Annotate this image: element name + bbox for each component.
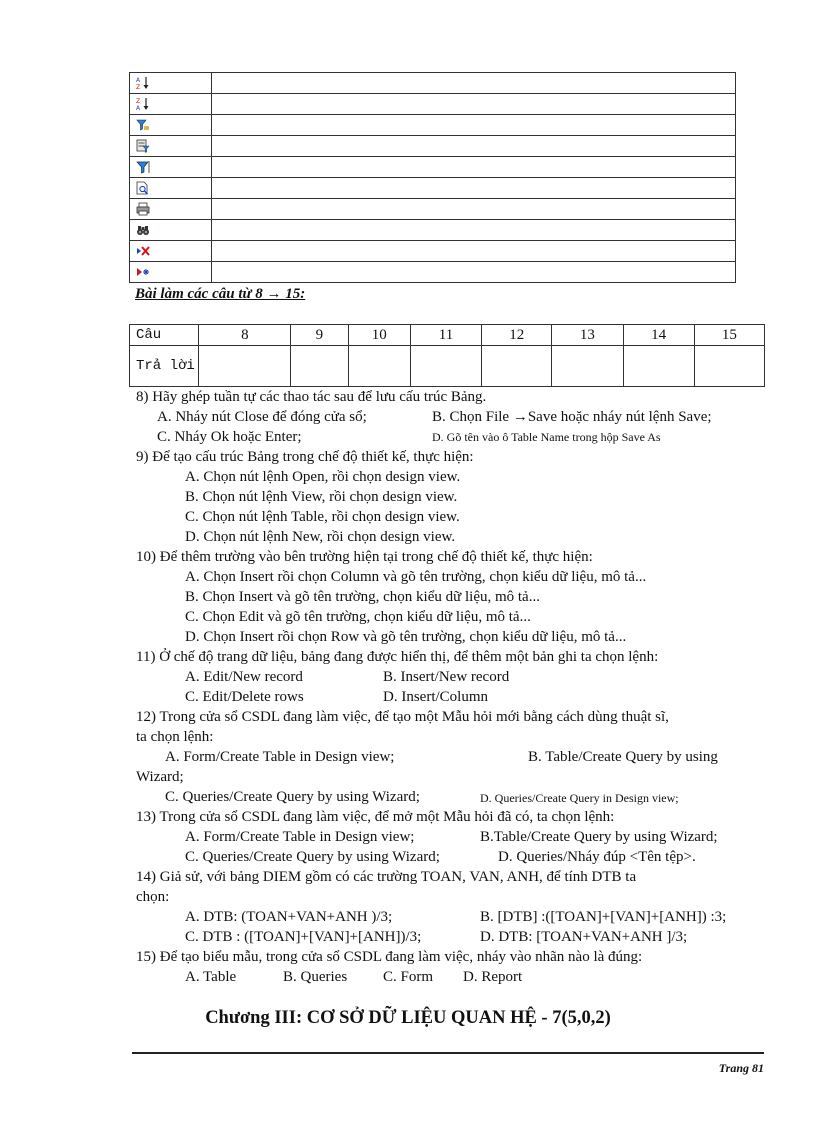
answer-cell[interactable] (694, 346, 764, 387)
print-preview-icon (136, 180, 150, 196)
filter-by-form-icon (136, 138, 150, 154)
question-15-option-a: A. Table (185, 969, 237, 985)
question-11-option-a: A. Edit/New record (185, 669, 303, 685)
icon-cell (130, 94, 212, 115)
icon-table-row (130, 241, 736, 262)
find-icon (136, 222, 150, 238)
question-12-option-c: C. Queries/Create Query by using Wizard; (165, 789, 420, 805)
question-12-option-b: B. Table/Create Query by using (528, 749, 718, 765)
icon-table-row (130, 220, 736, 241)
sort-ascending-icon (136, 75, 150, 91)
question-13-option-a: A. Form/Create Table in Design view; (185, 829, 415, 845)
icon-table-row (130, 262, 736, 283)
question-14-option-d: D. DTB: [TOAN+VAN+ANH ]/3; (480, 929, 688, 945)
question-8-option-d-text: D. Gõ tên vào ô Table Name trong hộp Save As (432, 430, 661, 444)
answer-cell[interactable] (552, 346, 623, 387)
icon-cell (130, 199, 212, 220)
question-10-option-d: D. Chọn Insert rồi chọn Row và gõ tên trường, chọn kiểu dữ liệu, mô tả... (185, 629, 627, 645)
icon-table-row (130, 157, 736, 178)
question-9-stem: 9) Để tạo cấu trúc Bảng trong chế độ thiết kế, thực hiện: (136, 449, 474, 465)
question-12-option-d (480, 788, 679, 808)
answer-column-header: 8 (199, 325, 291, 346)
icon-description-cell (212, 199, 736, 220)
icon-description-cell (212, 157, 736, 178)
svg-text:A: A (136, 105, 141, 112)
answer-column-header: 9 (291, 325, 348, 346)
icon-description-cell (212, 262, 736, 283)
question-11-stem: 11) Ở chế độ trang dữ liệu, bảng đang được hiển thị, để thêm một bản ghi ta chọn lệnh: (136, 649, 659, 665)
sort-descending-icon (136, 96, 150, 112)
question-10-option-c: C. Chọn Edit và gõ tên trường, chọn kiểu dữ liệu, mô tả... (185, 609, 531, 625)
question-15-stem: 15) Để tạo biểu mẫu, trong cửa sổ CSDL đang làm việc, nháy vào nhãn nào là đúng: (136, 949, 643, 965)
question-15-option-b: B. Queries (283, 969, 348, 985)
question-11-option-d: D. Insert/Column (383, 689, 488, 705)
icon-cell (130, 157, 212, 178)
question-12-stem-line-1: 12) Trong cửa sổ CSDL đang làm việc, để tạo một Mẫu hỏi mới bằng cách dùng thuật sĩ, (136, 709, 669, 725)
question-10-option-a: A. Chọn Insert rồi chọn Column và gõ tên trường, chọn kiểu dữ liệu, mô tả... (185, 569, 647, 585)
answer-column-header: 14 (623, 325, 694, 346)
answer-column-header: 15 (694, 325, 764, 346)
question-10-stem: 10) Để thêm trường vào bên trường hiện tại trong chế độ thiết kế, thực hiện: (136, 549, 593, 565)
question-15-option-d: D. Report (463, 969, 523, 985)
answer-column-header: 13 (552, 325, 623, 346)
icon-description-cell (212, 136, 736, 157)
question-8-stem: 8) Hãy ghép tuần tự các thao tác sau để lưu cấu trúc Bảng. (136, 389, 487, 405)
question-12-option-d-text: D. Queries/Create Query in Design view; (480, 791, 679, 805)
icon-cell (130, 241, 212, 262)
question-12-option-a: A. Form/Create Table in Design view; (165, 749, 395, 765)
question-14-stem-line-2: chọn: (136, 889, 170, 905)
question-8-option-c: C. Nháy Ok hoặc Enter; (157, 429, 302, 445)
question-13-option-b: B.Table/Create Query by using Wizard; (480, 829, 718, 845)
question-9-option-d: D. Chọn nút lệnh New, rồi chọn design view. (185, 529, 456, 545)
toolbar-icon-table (129, 72, 736, 283)
question-13-stem: 13) Trong cửa sổ CSDL đang làm việc, để mở một Mẫu hỏi đã có, ta chọn lệnh: (136, 809, 615, 825)
svg-text:Z: Z (136, 98, 141, 106)
print-icon (136, 201, 150, 217)
answer-cell[interactable] (410, 346, 481, 387)
icon-description-cell (212, 94, 736, 115)
icon-table-row (130, 178, 736, 199)
question-9-option-c: C. Chọn nút lệnh Table, rồi chọn design view. (185, 509, 460, 525)
question-11-option-b: B. Insert/New record (383, 669, 510, 685)
question-15-option-c: C. Form (383, 969, 434, 985)
answer-header-label: Câu (130, 325, 199, 346)
icon-cell (130, 220, 212, 241)
icon-cell (130, 115, 212, 136)
answer-row-label: Trả lời (130, 346, 199, 387)
question-8-option-a: A. Nháy nút Close để đóng cửa sổ; (157, 409, 367, 425)
delete-record-icon (136, 243, 150, 259)
question-11-option-c: C. Edit/Delete rows (185, 689, 304, 705)
icon-cell (130, 178, 212, 199)
answer-column-header: 10 (348, 325, 410, 346)
question-12-option-b-cont: Wizard; (136, 769, 184, 785)
icon-cell (130, 262, 212, 283)
answer-value-row (130, 346, 765, 387)
icon-description-cell (212, 220, 736, 241)
page-number: Trang 81 (718, 1061, 764, 1075)
new-record-icon (136, 264, 150, 280)
question-14-stem-line-1: 14) Giả sử, với bảng DIEM gồm có các trường TOAN, VAN, ANH, để tính DTB ta (136, 869, 637, 885)
footer-rule (132, 1052, 764, 1054)
icon-cell (130, 73, 212, 94)
icon-description-cell (212, 73, 736, 94)
icon-description-cell (212, 241, 736, 262)
icon-table-row (130, 199, 736, 220)
icon-cell (130, 136, 212, 157)
answer-cell[interactable] (199, 346, 291, 387)
answer-cell[interactable] (348, 346, 410, 387)
question-10-option-b: B. Chọn Insert và gõ tên trường, chọn kiểu dữ liệu, mô tả... (185, 589, 540, 605)
icon-table-row (130, 73, 736, 94)
question-8-option-b: B. Chọn File →Save hoặc nháy nút lệnh Save; (432, 409, 712, 425)
question-13-option-d: D. Queries/Nháy đúp <Tên tệp>. (498, 849, 696, 865)
answer-heading: Bài làm các câu từ 8 → 15: (135, 286, 306, 302)
icon-description-cell (212, 115, 736, 136)
apply-filter-icon (136, 159, 150, 175)
question-9-option-a: A. Chọn nút lệnh Open, rồi chọn design view. (185, 469, 461, 485)
chapter-title: Chương III: CƠ SỞ DỮ LIỆU QUAN HỆ - 7(5,0,2) (205, 1008, 611, 1028)
icon-description-cell (212, 178, 736, 199)
question-8-option-d (432, 427, 661, 447)
answer-column-header: 12 (482, 325, 552, 346)
icon-table-row (130, 94, 736, 115)
question-14-option-c: C. DTB : ([TOAN]+[VAN]+[ANH])/3; (185, 929, 422, 945)
answer-cell[interactable] (482, 346, 552, 387)
icon-table-row (130, 115, 736, 136)
answer-cell[interactable] (623, 346, 694, 387)
question-13-option-c: C. Queries/Create Query by using Wizard; (185, 849, 440, 865)
answer-cell[interactable] (291, 346, 348, 387)
question-14-option-b: B. [DTB] :([TOAN]+[VAN]+[ANH]) :3; (480, 909, 727, 925)
svg-text:Z: Z (136, 84, 141, 91)
question-12-stem-line-2: ta chọn lệnh: (136, 729, 214, 745)
answer-table (129, 324, 765, 387)
question-14-option-a: A. DTB: (TOAN+VAN+ANH )/3; (185, 909, 393, 925)
answer-header-row (130, 325, 765, 346)
filter-by-selection-icon (136, 117, 150, 133)
question-9-option-b: B. Chọn nút lệnh View, rồi chọn design view. (185, 489, 458, 505)
svg-text:A: A (136, 77, 141, 85)
icon-table-row (130, 136, 736, 157)
answer-column-header: 11 (410, 325, 481, 346)
